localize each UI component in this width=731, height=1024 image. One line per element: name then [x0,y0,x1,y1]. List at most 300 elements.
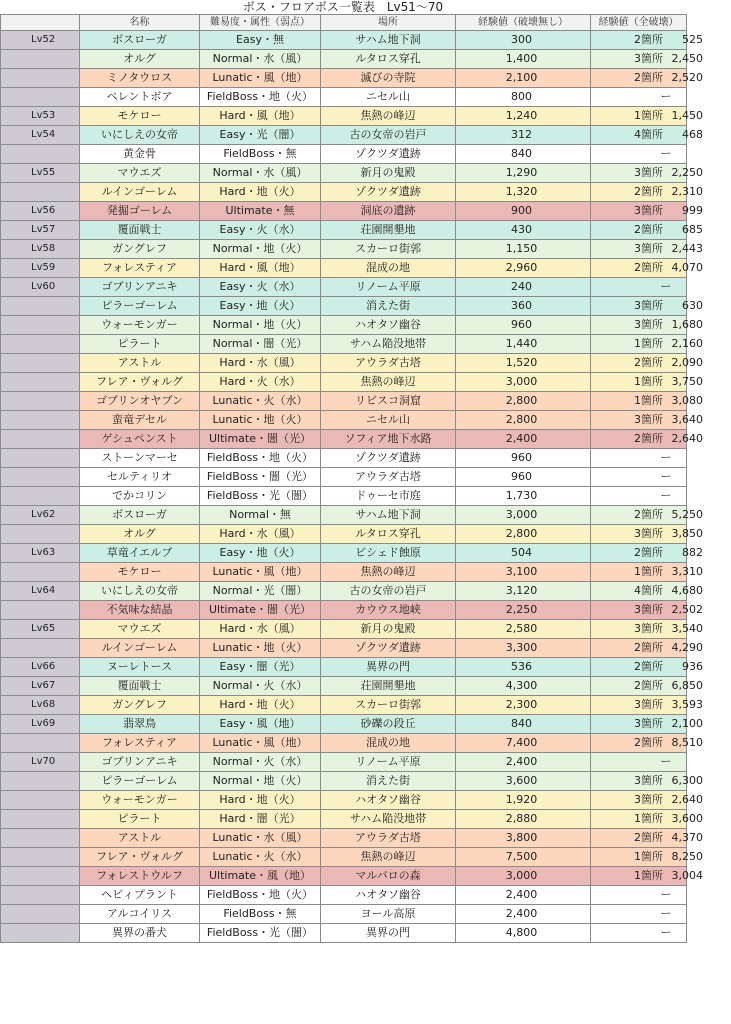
name-cell: 覆面戦士 [80,221,200,240]
exp-full-cell [591,69,703,88]
difficulty-cell: Normal・地（火） [200,772,321,791]
level-cell [1,354,80,373]
exp-full-value: 2,443 [671,242,703,255]
exp-full-cell [591,392,703,411]
name-cell: フォレスティア [80,259,200,278]
table-row [1,886,687,905]
name-cell: フレア・ヴォルグ [80,373,200,392]
name-cell: 異界の番犬 [80,924,200,943]
exp-normal-cell: 960 [456,449,591,468]
exp-normal-cell: 3,100 [456,563,591,582]
exp-normal-cell: 840 [456,145,591,164]
difficulty-cell: Lunatic・風（地） [200,69,321,88]
name-cell: 発掘ゴーレム [80,202,200,221]
table-row [1,392,687,411]
name-cell: ミノタウロス [80,69,200,88]
difficulty-cell: Ultimate・風（地） [200,867,321,886]
exp-normal-cell: 3,800 [456,829,591,848]
exp-normal-cell: 4,300 [456,677,591,696]
location-cell: 異界の門 [321,658,456,677]
part-count: 1箇所 [634,337,663,350]
part-count: 3箇所 [634,717,663,730]
exp-full-cell [591,639,703,658]
part-count: 1箇所 [634,869,663,882]
name-cell: セルティリオ [80,468,200,487]
name-cell: オルグ [80,50,200,69]
part-count: 3箇所 [634,52,663,65]
exp-full-cell [591,867,703,886]
table-row [1,278,687,297]
location-cell: ハオタソ幽谷 [321,886,456,905]
exp-full-cell [591,126,703,145]
name-cell: いにしえの女帝 [80,582,200,601]
part-count: 3箇所 [634,299,663,312]
difficulty-cell: FieldBoss・地（火） [200,449,321,468]
name-cell: ウォーモンガー [80,316,200,335]
exp-normal-cell: 1,150 [456,240,591,259]
exp-full-cell [591,829,703,848]
name-cell: フォレストウルフ [80,867,200,886]
name-cell: ストーンマーセ [80,449,200,468]
location-cell: リノーム平原 [321,278,456,297]
location-cell: 混成の地 [321,734,456,753]
exp-full-value: 630 [682,299,703,312]
table-row [1,753,687,772]
exp-full-value: 3,750 [671,375,703,388]
part-count: 1箇所 [634,850,663,863]
difficulty-cell: FieldBoss・地（火） [200,886,321,905]
level-cell: Lv67 [1,677,80,696]
name-cell: ルインゴーレム [80,639,200,658]
difficulty-cell: Hard・風（地） [200,259,321,278]
exp-full-value: 2,502 [671,603,703,616]
level-cell [1,297,80,316]
exp-normal-cell: 2,800 [456,411,591,430]
exp-normal-cell: 1,520 [456,354,591,373]
table-row [1,658,687,677]
exp-full-cell [591,335,703,354]
difficulty-cell: Hard・水（風） [200,354,321,373]
table-row [1,620,687,639]
exp-full-value: ー [660,489,672,502]
exp-full-cell [591,50,703,69]
exp-full-value: ー [660,907,672,920]
name-cell: 黄金骨 [80,145,200,164]
exp-normal-cell: 1,400 [456,50,591,69]
exp-full-cell [591,620,703,639]
exp-full-value: 525 [682,33,703,46]
level-cell [1,886,80,905]
difficulty-cell: Normal・光（闇） [200,582,321,601]
name-cell: ガングレフ [80,240,200,259]
exp-normal-cell: 536 [456,658,591,677]
name-cell: いにしえの女帝 [80,126,200,145]
exp-normal-cell: 2,880 [456,810,591,829]
table-row [1,240,687,259]
exp-full-cell [591,563,703,582]
part-count: 2箇所 [634,736,663,749]
table-row [1,715,687,734]
header-lv [1,15,80,31]
exp-normal-cell: 2,800 [456,525,591,544]
difficulty-cell: Hard・闇（光） [200,810,321,829]
exp-full-cell [591,145,687,164]
difficulty-cell: Hard・水（風） [200,620,321,639]
exp-full-cell [591,487,687,506]
exp-full-value: 3,850 [671,527,703,540]
table-row [1,487,687,506]
difficulty-cell: Hard・地（火） [200,791,321,810]
name-cell: フレア・ヴォルグ [80,848,200,867]
exp-full-cell [591,696,703,715]
level-cell: Lv68 [1,696,80,715]
name-cell: ピラート [80,335,200,354]
exp-normal-cell: 2,580 [456,620,591,639]
exp-full-value: 2,100 [671,717,703,730]
exp-full-value: ー [660,926,672,939]
part-count: 3箇所 [634,413,663,426]
table-row [1,563,687,582]
location-cell: サハム地下洞 [321,506,456,525]
exp-normal-cell: 430 [456,221,591,240]
difficulty-cell: Hard・水（風） [200,525,321,544]
exp-full-value: 2,250 [671,166,703,179]
exp-normal-cell: 3,000 [456,373,591,392]
level-cell [1,810,80,829]
location-cell: スカーロ街郭 [321,240,456,259]
location-cell: 焦熱の峰辺 [321,563,456,582]
table-row [1,373,687,392]
exp-full-cell [591,886,687,905]
exp-full-cell [591,164,703,183]
level-cell [1,411,80,430]
difficulty-cell: Normal・水（風） [200,50,321,69]
location-cell: リビスコ洞窟 [321,392,456,411]
exp-full-value: 3,080 [671,394,703,407]
name-cell: アルコイリス [80,905,200,924]
header-row [1,15,687,31]
level-cell [1,924,80,943]
location-cell: 荘園開墾地 [321,221,456,240]
table-row [1,31,687,50]
table-row [1,221,687,240]
exp-normal-cell: 1,730 [456,487,591,506]
difficulty-cell: Normal・地（火） [200,240,321,259]
location-cell: 荘園開墾地 [321,677,456,696]
difficulty-cell: Easy・地（火） [200,297,321,316]
location-cell: マルバロの森 [321,867,456,886]
exp-full-value: 2,310 [671,185,703,198]
exp-full-value: 8,510 [671,736,703,749]
name-cell: ルインゴーレム [80,183,200,202]
name-cell: 覆面戦士 [80,677,200,696]
name-cell: フォレスティア [80,734,200,753]
exp-full-value: 6,850 [671,679,703,692]
exp-normal-cell: 2,400 [456,905,591,924]
name-cell: ウォーモンガー [80,791,200,810]
part-count: 2箇所 [634,223,663,236]
exp-full-value: 685 [682,223,703,236]
name-cell: モケロー [80,107,200,126]
exp-full-cell [591,31,703,50]
difficulty-cell: Ultimate・闇（光） [200,601,321,620]
exp-full-cell [591,449,687,468]
difficulty-cell: Lunatic・火（水） [200,848,321,867]
difficulty-cell: Easy・火（水） [200,278,321,297]
name-cell: アストル [80,829,200,848]
exp-full-value: 1,450 [671,109,703,122]
exp-full-value: ー [660,147,672,160]
exp-normal-cell: 1,320 [456,183,591,202]
difficulty-cell: FieldBoss・無 [200,905,321,924]
level-cell [1,734,80,753]
location-cell: 古の女帝の岩戸 [321,582,456,601]
exp-full-value: ー [660,451,672,464]
exp-full-cell [591,202,703,221]
location-cell: ゾクツダ遺跡 [321,183,456,202]
table-row [1,772,687,791]
difficulty-cell: Easy・風（地） [200,715,321,734]
exp-full-value: 2,520 [671,71,703,84]
level-cell: Lv62 [1,506,80,525]
exp-full-cell [591,905,687,924]
part-count: 1箇所 [634,375,663,388]
part-count: 2箇所 [634,432,663,445]
exp-normal-cell: 3,120 [456,582,591,601]
difficulty-cell: Hard・火（水） [200,373,321,392]
part-count: 2箇所 [634,261,663,274]
location-cell: ビシェド蝕原 [321,544,456,563]
location-cell: ドゥーセ市庭 [321,487,456,506]
name-cell: ゴブリンアニキ [80,753,200,772]
exp-full-value: 3,640 [671,413,703,426]
name-cell: ヘビィプラント [80,886,200,905]
exp-full-cell [591,297,703,316]
table-row [1,88,687,107]
table-row [1,544,687,563]
exp-normal-cell: 1,920 [456,791,591,810]
location-cell: ハオタソ幽谷 [321,316,456,335]
difficulty-cell: FieldBoss・無 [200,145,321,164]
exp-normal-cell: 3,300 [456,639,591,658]
part-count: 3箇所 [634,774,663,787]
boss-rows [1,31,703,943]
level-cell [1,88,80,107]
location-cell: 砂礫の段丘 [321,715,456,734]
exp-full-value: 6,300 [671,774,703,787]
table-row [1,677,687,696]
exp-full-cell [591,107,703,126]
exp-normal-cell: 3,000 [456,506,591,525]
exp-full-cell [591,715,703,734]
exp-normal-cell: 840 [456,715,591,734]
part-count: 3箇所 [634,527,663,540]
exp-full-value: 3,600 [671,812,703,825]
exp-full-cell [591,582,703,601]
exp-normal-cell: 2,800 [456,392,591,411]
exp-normal-cell: 1,240 [456,107,591,126]
level-cell: Lv54 [1,126,80,145]
level-cell [1,905,80,924]
table-row [1,107,687,126]
level-cell: Lv60 [1,278,80,297]
name-cell: 翡翠鳥 [80,715,200,734]
part-count: 2箇所 [634,679,663,692]
exp-full-value: 4,680 [671,584,703,597]
location-cell: 焦熱の峰辺 [321,373,456,392]
level-cell: Lv66 [1,658,80,677]
exp-full-value: 2,090 [671,356,703,369]
exp-normal-cell: 1,440 [456,335,591,354]
location-cell: アウラダ古塔 [321,354,456,373]
table-row [1,639,687,658]
difficulty-cell: Easy・地（火） [200,544,321,563]
header-exp-full: 経験値（全破壊） [591,15,687,31]
table-row [1,468,687,487]
exp-full-cell [591,658,703,677]
name-cell: マウエズ [80,620,200,639]
table-row [1,734,687,753]
part-count: 3箇所 [634,204,663,217]
exp-full-value: 4,370 [671,831,703,844]
level-cell [1,639,80,658]
part-count: 1箇所 [634,812,663,825]
part-count: 3箇所 [634,793,663,806]
exp-normal-cell: 3,600 [456,772,591,791]
difficulty-cell: Hard・地（火） [200,183,321,202]
exp-normal-cell: 300 [456,31,591,50]
exp-normal-cell: 7,400 [456,734,591,753]
table-row [1,145,687,164]
level-cell: Lv58 [1,240,80,259]
exp-full-cell [591,354,703,373]
table-row [1,506,687,525]
table-row [1,696,687,715]
difficulty-cell: Normal・無 [200,506,321,525]
exp-normal-cell: 2,300 [456,696,591,715]
exp-full-cell [591,411,703,430]
table-row [1,164,687,183]
boss-table [0,14,703,943]
exp-normal-cell: 312 [456,126,591,145]
location-cell: 混成の地 [321,259,456,278]
part-count: 4箇所 [634,128,663,141]
table-row [1,316,687,335]
level-cell [1,373,80,392]
part-count: 2箇所 [634,660,663,673]
difficulty-cell: Lunatic・地（火） [200,411,321,430]
exp-normal-cell: 3,000 [456,867,591,886]
table-row [1,810,687,829]
exp-full-value: 2,640 [671,432,703,445]
exp-full-value: 2,160 [671,337,703,350]
exp-full-value: 468 [682,128,703,141]
exp-full-value: 5,250 [671,508,703,521]
table-row [1,126,687,145]
difficulty-cell: Lunatic・火（水） [200,392,321,411]
header-exp-normal: 経験値（破壊無し） [456,15,591,31]
level-cell [1,468,80,487]
level-cell: Lv70 [1,753,80,772]
exp-full-value: ー [660,470,672,483]
part-count: 4箇所 [634,584,663,597]
difficulty-cell: FieldBoss・闇（光） [200,468,321,487]
exp-full-cell [591,772,703,791]
part-count: 2箇所 [634,546,663,559]
level-cell [1,69,80,88]
name-cell: でかコリン [80,487,200,506]
name-cell: ゴブリンアニキ [80,278,200,297]
difficulty-cell: FieldBoss・光（闇） [200,924,321,943]
difficulty-cell: FieldBoss・光（闇） [200,487,321,506]
exp-full-value: 8,250 [671,850,703,863]
difficulty-cell: Hard・地（火） [200,696,321,715]
exp-full-cell [591,601,703,620]
table-row [1,335,687,354]
exp-full-cell [591,544,703,563]
exp-normal-cell: 1,290 [456,164,591,183]
level-cell: Lv53 [1,107,80,126]
exp-full-cell [591,753,687,772]
table-row [1,183,687,202]
exp-normal-cell: 2,960 [456,259,591,278]
header-location: 場所 [321,15,456,31]
location-cell: サハム陥没地帯 [321,335,456,354]
exp-full-value: ー [660,90,672,103]
difficulty-cell: Ultimate・闇（光） [200,430,321,449]
exp-full-cell [591,810,703,829]
difficulty-cell: Normal・地（火） [200,316,321,335]
exp-full-value: 2,450 [671,52,703,65]
level-cell: Lv64 [1,582,80,601]
name-cell: ボスローガ [80,506,200,525]
table-row [1,791,687,810]
exp-normal-cell: 2,400 [456,886,591,905]
table-row [1,259,687,278]
part-count: 2箇所 [634,33,663,46]
part-count: 3箇所 [634,242,663,255]
name-cell: ガングレフ [80,696,200,715]
header-name: 名称 [80,15,200,31]
name-cell: ゲシュペンスト [80,430,200,449]
exp-full-value: ー [660,755,672,768]
table-row [1,905,687,924]
level-cell: Lv52 [1,31,80,50]
exp-full-cell [591,240,703,259]
level-cell [1,772,80,791]
level-cell [1,145,80,164]
location-cell: ゾクツダ遺跡 [321,639,456,658]
exp-normal-cell: 2,400 [456,753,591,772]
difficulty-cell: Hard・風（地） [200,107,321,126]
exp-normal-cell: 504 [456,544,591,563]
exp-full-cell [591,924,687,943]
location-cell: 古の女帝の岩戸 [321,126,456,145]
table-row [1,848,687,867]
exp-full-cell [591,430,703,449]
difficulty-cell: Normal・火（水） [200,753,321,772]
part-count: 2箇所 [634,356,663,369]
table-row [1,829,687,848]
part-count: 3箇所 [634,603,663,616]
table-row [1,411,687,430]
location-cell: ルタロス穿孔 [321,50,456,69]
table-row [1,69,687,88]
exp-full-value: 882 [682,546,703,559]
level-cell [1,848,80,867]
part-count: 2箇所 [634,508,663,521]
location-cell: 焦熱の峰辺 [321,848,456,867]
